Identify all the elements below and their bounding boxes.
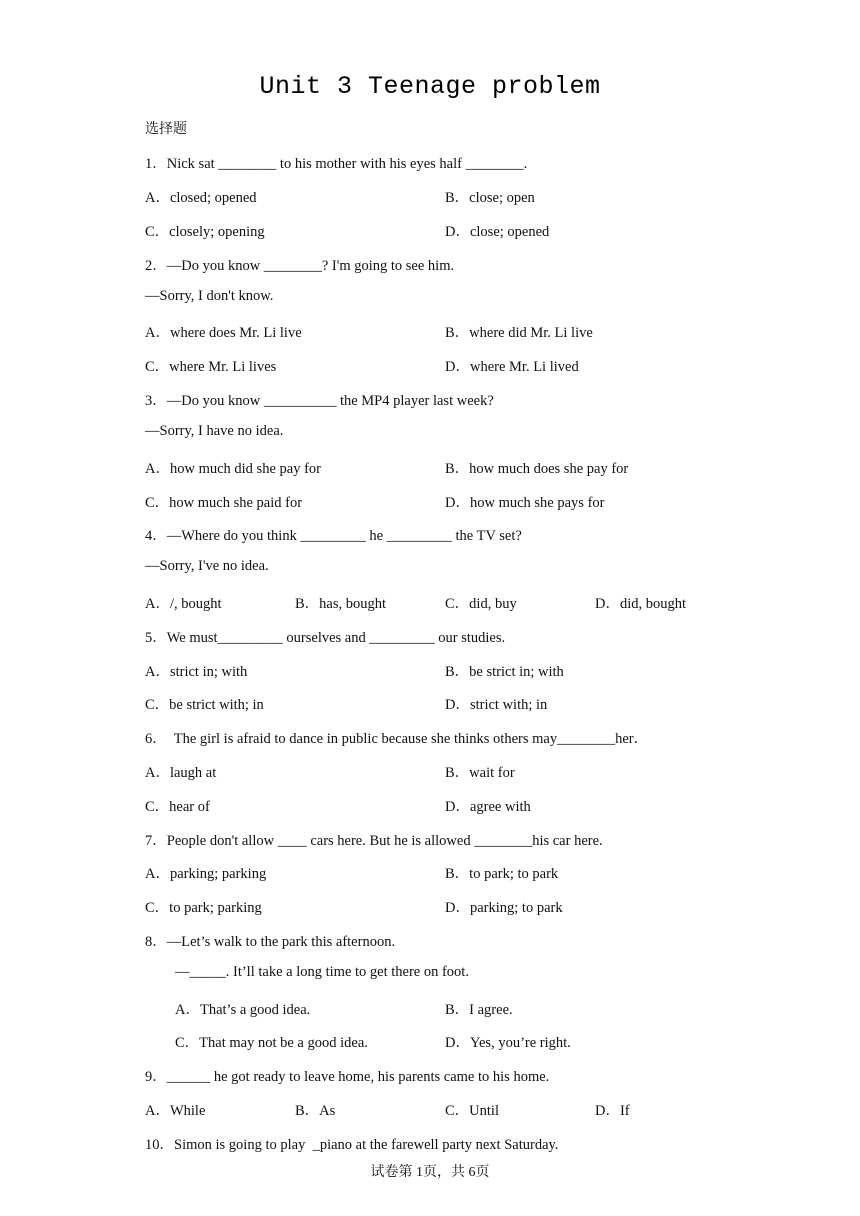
question-4-option-d: D．did, bought [595, 596, 687, 612]
question-7-option-c: C．to park; parking [145, 900, 262, 916]
question-9-stem: 9．______ he got ready to leave home, his parents came to his home. [145, 1069, 550, 1085]
question-2-option-c: C．where Mr. Li lives [145, 359, 277, 375]
question-8-reply: —_____. It’ll take a long time to get there on foot. [175, 964, 469, 980]
question-4-option-a: A．/, bought [145, 596, 222, 612]
question-4-option-b: B．has, bought [295, 596, 387, 612]
question-5-option-a: A．strict in; with [145, 664, 248, 680]
question-8-option-d: D．Yes, you’re right. [445, 1035, 571, 1051]
question-8-stem: 8．—Let’s walk to the park this afternoon. [145, 934, 396, 950]
question-5-option-c: C．be strict with; in [145, 697, 264, 713]
question-2-option-a: A．where does Mr. Li live [145, 325, 302, 341]
question-2-stem: 2．—Do you know ________? I'm going to see him. [145, 258, 455, 274]
section-heading: 选择题 [145, 122, 187, 137]
question-7-option-b: B．to park; to park [445, 866, 559, 882]
question-2-option-b: B．where did Mr. Li live [445, 325, 593, 341]
question-3-option-c: C．how much she paid for [145, 495, 303, 511]
question-7-option-d: D．parking; to park [445, 900, 563, 916]
question-2-option-d: D．where Mr. Li lived [445, 359, 579, 375]
question-1-stem: 1．Nick sat ________ to his mother with his eyes half ________. [145, 156, 528, 172]
question-6-option-a: A．laugh at [145, 765, 217, 781]
question-5-stem: 5．We must_________ ourselves and _________ our studies. [145, 630, 506, 646]
question-4-stem: 4．—Where do you think _________ he _________ the TV set? [145, 528, 522, 544]
question-9-option-c: C．Until [445, 1103, 499, 1119]
question-3-option-b: B．how much does she pay for [445, 461, 629, 477]
question-8-option-c: C．That may not be a good idea. [175, 1035, 368, 1051]
question-7-option-a: A．parking; parking [145, 866, 267, 882]
question-4-option-c: C．did, buy [445, 596, 517, 612]
question-2-reply: —Sorry, I don't know. [145, 288, 274, 304]
question-3-stem: 3．—Do you know __________ the MP4 player last week? [145, 393, 494, 409]
question-6-option-c: C．hear of [145, 799, 210, 815]
question-3-option-a: A．how much did she pay for [145, 461, 321, 477]
page-footer: 试卷第 1页，共 6页 [370, 1165, 490, 1180]
question-4-reply: —Sorry, I've no idea. [145, 558, 269, 574]
question-1-option-c: C．closely; opening [145, 224, 265, 240]
question-6-stem: 6． The girl is afraid to dance in public because she thinks others may________her． [145, 731, 649, 747]
question-1-option-d: D．close; opened [445, 224, 550, 240]
question-6-option-b: B．wait for [445, 765, 515, 781]
page-title: Unit 3 Teenage problem [259, 72, 601, 101]
question-3-reply: —Sorry, I have no idea. [145, 423, 284, 439]
question-8-option-a: A．That’s a good idea. [175, 1002, 311, 1018]
question-10-stem: 10．Simon is going to play _piano at the farewell party next Saturday. [145, 1137, 559, 1153]
question-5-option-b: B．be strict in; with [445, 664, 564, 680]
question-8-option-b: B．I agree. [445, 1002, 513, 1018]
question-3-option-d: D．how much she pays for [445, 495, 605, 511]
question-9-option-d: D．If [595, 1103, 630, 1119]
question-9-option-b: B．As [295, 1103, 336, 1119]
question-5-option-d: D．strict with; in [445, 697, 548, 713]
question-1-option-a: A．closed; opened [145, 190, 257, 206]
question-6-option-d: D．agree with [445, 799, 531, 815]
question-9-option-a: A．While [145, 1103, 206, 1119]
question-7-stem: 7．People don't allow ____ cars here. But he is allowed ________his car here. [145, 833, 603, 849]
question-1-option-b: B．close; open [445, 190, 535, 206]
